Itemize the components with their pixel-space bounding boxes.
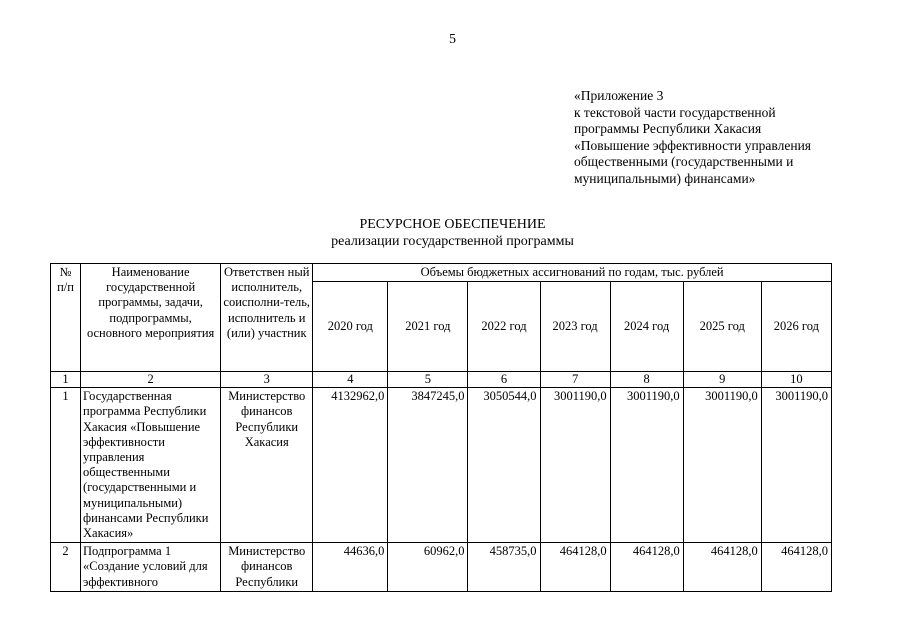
row-value: 3050544,0 (468, 388, 540, 543)
header-year: 2022 год (468, 282, 540, 372)
header-year: 2020 год (313, 282, 388, 372)
column-index-row (51, 372, 832, 388)
header-row (51, 264, 832, 282)
row-value: 464128,0 (761, 543, 831, 592)
header-year: 2026 год (761, 282, 831, 372)
column-index: 6 (468, 372, 540, 388)
header-budget-group: Объемы бюджетных ассигнований по годам, тыс. рублей (313, 264, 832, 282)
row-responsible: Министерство финансов Республики Хакасия (221, 388, 313, 543)
table-row (51, 388, 832, 543)
column-index: 10 (761, 372, 831, 388)
appendix-line: общественными (государственными и (574, 154, 794, 169)
row-value: 3001190,0 (610, 388, 683, 543)
row-value: 464128,0 (683, 543, 761, 592)
column-index: 1 (51, 372, 81, 388)
row-value: 3001190,0 (540, 388, 610, 543)
column-index: 9 (683, 372, 761, 388)
row-value: 458735,0 (468, 543, 540, 592)
row-responsible: Министерство финансов Республики (221, 543, 313, 592)
row-name: Государственная программа Республики Хакасия «Повышение эффективности управления общественными (государственными и муниципальными) финансами Республики Хакасия» (81, 388, 221, 543)
row-value: 464128,0 (540, 543, 610, 592)
appendix-note (574, 88, 894, 187)
header-name: Наименование государственной программы, задачи, подпрограммы, основного мероприятия (81, 264, 221, 372)
header-responsible: Ответствен ный исполнитель, соисполни-тель, исполнитель и (или) участник (221, 264, 313, 372)
title-line-1: РЕСУРСНОЕ ОБЕСПЕЧЕНИЕ (359, 217, 546, 232)
appendix-line: программы Республики Хакасия (574, 121, 762, 136)
appendix-line: к текстовой части государственной (574, 104, 776, 120)
row-value: 464128,0 (610, 543, 683, 592)
row-value: 3001190,0 (761, 388, 831, 543)
page-number: 5 (449, 32, 456, 47)
row-value: 3001190,0 (683, 388, 761, 543)
row-num: 2 (51, 543, 81, 592)
row-name: Подпрограмма 1 «Создание условий для эффективного (81, 543, 221, 592)
column-index: 5 (388, 372, 468, 388)
document-title (0, 216, 905, 250)
column-index: 3 (221, 372, 313, 388)
appendix-line: муниципальными) финансами» (574, 170, 756, 186)
table-row (51, 543, 832, 592)
column-index: 8 (610, 372, 683, 388)
header-year: 2023 год (540, 282, 610, 372)
resource-table (50, 263, 832, 592)
header-year: 2021 год (388, 282, 468, 372)
header-year: 2024 год (610, 282, 683, 372)
row-value: 44636,0 (313, 543, 388, 592)
column-index: 4 (313, 372, 388, 388)
row-value: 60962,0 (388, 543, 468, 592)
column-index: 7 (540, 372, 610, 388)
appendix-line: «Повышение эффективности управления (574, 137, 812, 153)
row-num: 1 (51, 388, 81, 543)
title-line-2: реализации государственной программы (331, 234, 574, 249)
appendix-line: «Приложение 3 (574, 88, 664, 103)
column-index: 2 (81, 372, 221, 388)
header-num: № п/п (51, 264, 81, 372)
header-year: 2025 год (683, 282, 761, 372)
row-value: 4132962,0 (313, 388, 388, 543)
row-value: 3847245,0 (388, 388, 468, 543)
